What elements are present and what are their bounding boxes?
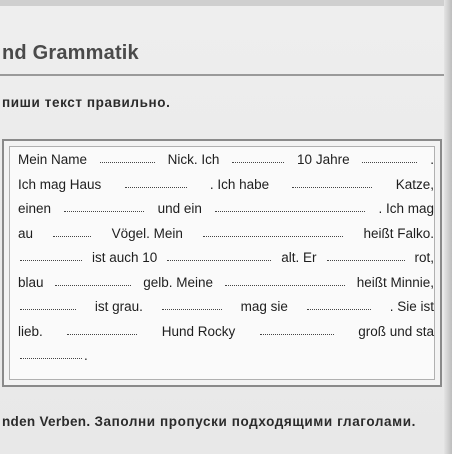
text-fragment: blau: [18, 274, 44, 290]
text-fragment: Hund Rocky: [161, 323, 236, 339]
text-line: [18, 348, 434, 373]
next-task-bold: nden Verben.: [2, 414, 91, 429]
text-fragment: Ich mag Haus: [18, 176, 102, 192]
text-fragment: ist auch 10: [91, 250, 158, 265]
text-fragment: Nick. Ich: [167, 152, 220, 167]
blank-field[interactable]: [215, 210, 365, 212]
blank-field[interactable]: [292, 186, 372, 188]
text-fragment: au: [18, 225, 34, 241]
text-line: [18, 275, 434, 300]
text-fragment: alt. Er: [281, 250, 317, 265]
blank-field[interactable]: [307, 308, 371, 310]
blank-field[interactable]: [162, 308, 222, 310]
text-fragment: und ein: [157, 201, 202, 216]
heading-divider: [0, 74, 452, 76]
text-fragment: 10 Jahre: [297, 152, 350, 167]
top-border: [0, 0, 452, 6]
blank-field[interactable]: [100, 161, 155, 163]
blank-field[interactable]: [20, 357, 82, 359]
blank-field[interactable]: [260, 333, 334, 335]
text-fragment: gelb. Meine: [143, 274, 214, 290]
blank-field[interactable]: [167, 259, 271, 261]
text-line: [18, 201, 434, 226]
text-fragment: .: [84, 348, 88, 363]
text-fragment: . Ich mag: [378, 201, 434, 216]
text-line: [18, 226, 434, 251]
text-fragment: mag sie: [240, 299, 288, 314]
text-fragment: ist grau.: [94, 299, 143, 314]
blank-field[interactable]: [67, 333, 137, 335]
blank-field[interactable]: [225, 284, 345, 286]
blank-field[interactable]: [20, 259, 82, 261]
text-fragment: Katze,: [395, 176, 434, 192]
blank-field[interactable]: [362, 161, 417, 163]
blank-field[interactable]: [64, 210, 144, 212]
text-line: [18, 152, 434, 177]
text-fragment: Vögel. Mein: [111, 225, 183, 241]
text-fragment: heißt Falko.: [363, 225, 434, 241]
text-fragment: .: [430, 152, 434, 167]
text-line: [18, 324, 434, 349]
text-fragment: einen: [18, 201, 52, 216]
blank-field[interactable]: [125, 186, 187, 188]
blank-field[interactable]: [20, 308, 76, 310]
next-task-instruction: [2, 414, 416, 429]
text-fragment: . Ich habe: [209, 176, 270, 192]
blank-field[interactable]: [327, 259, 405, 261]
text-line: [18, 299, 434, 324]
next-task-text: Заполни пропуски подходящими глаголами.: [94, 414, 416, 429]
blank-field[interactable]: [55, 284, 131, 286]
text-fragment: heißt Minnie,: [356, 274, 434, 290]
blank-field[interactable]: [232, 161, 284, 163]
section-heading: nd Grammatik: [2, 42, 139, 64]
blank-field[interactable]: [203, 235, 343, 237]
page-edge-shadow: [444, 0, 452, 454]
blank-field[interactable]: [53, 235, 91, 237]
text-fragment: Mein Name: [18, 152, 88, 167]
text-line: [18, 250, 434, 275]
exercise-text: [18, 152, 434, 373]
task-instruction: пиши текст правильно.: [2, 95, 171, 110]
text-fragment: lieb.: [18, 323, 43, 339]
text-fragment: rot,: [414, 250, 434, 265]
text-fragment: groß und sta: [358, 323, 434, 339]
text-line: [18, 177, 434, 202]
text-fragment: . Sie ist: [389, 299, 434, 314]
